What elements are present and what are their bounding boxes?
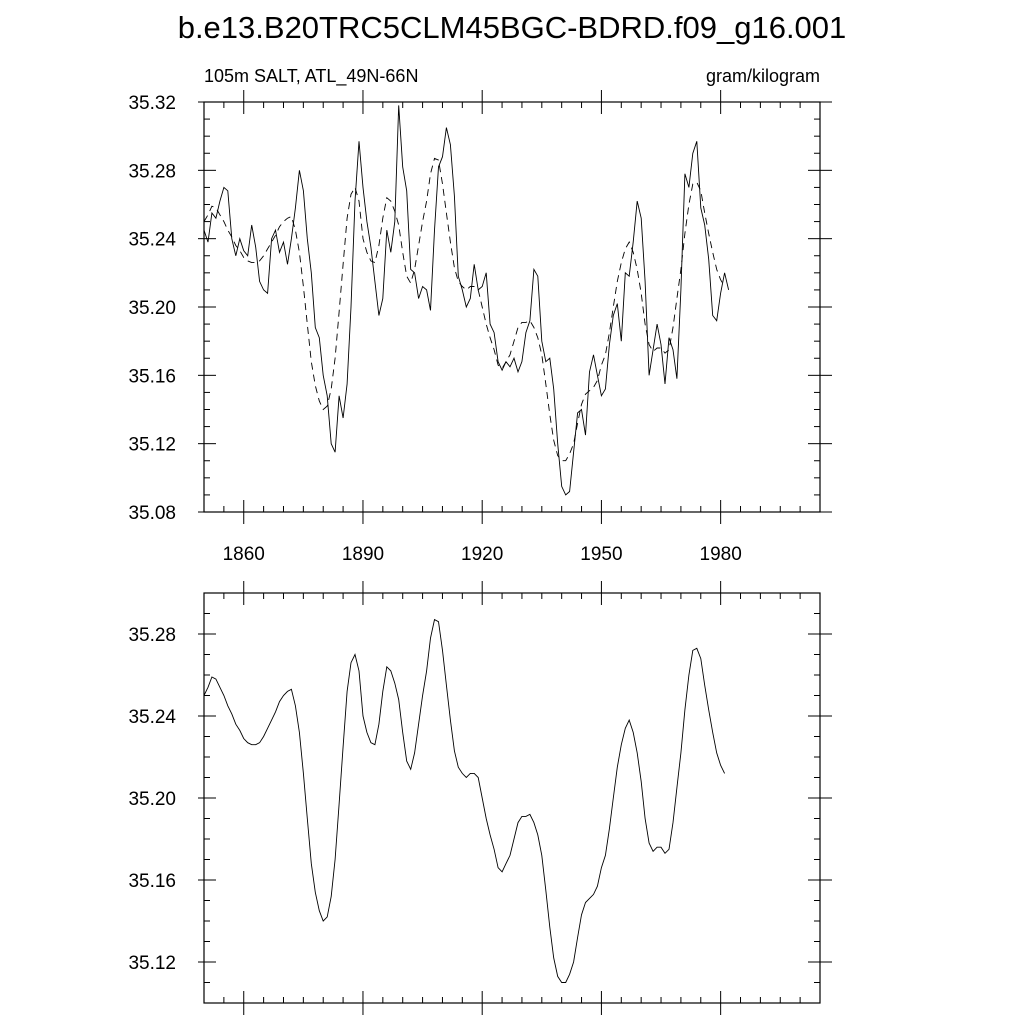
y-tick-label: 35.24 [128,229,176,251]
y-tick-label: 35.12 [128,434,176,456]
y-tick-label: 35.32 [128,93,176,114]
y-tick-label: 35.20 [128,298,176,319]
x-tick-label: 1890 [341,544,385,565]
y-tick-label: 35.28 [128,625,176,646]
x-tick-label: 1950 [580,544,623,565]
x-tick-label: 1860 [222,544,265,565]
variable-label: 105m SALT, ATL_49N-66N [204,66,419,86]
y-tick-label: 35.16 [128,366,176,388]
y-tick-label: 35.28 [128,161,176,183]
smoothed-series-line [204,620,725,983]
y-tick-label: 35.20 [128,789,176,810]
x-tick-label: 1920 [461,544,504,565]
chart-title: b.e13.B20TRC5CLM45BGC-BDRD.f09_g16.001 [177,10,847,45]
units-label: gram/kilogram [705,66,820,86]
y-tick-label: 35.16 [128,871,176,892]
bottom-panel [128,581,832,1015]
plot-frame [204,102,820,512]
annual-series-line [204,105,729,495]
plot-frame [204,593,820,1003]
y-tick-label: 35.08 [128,503,176,524]
y-tick-label: 35.12 [128,953,176,974]
top-panel [128,66,832,565]
x-tick-label: 1980 [699,544,742,565]
y-tick-label: 35.24 [128,707,176,728]
